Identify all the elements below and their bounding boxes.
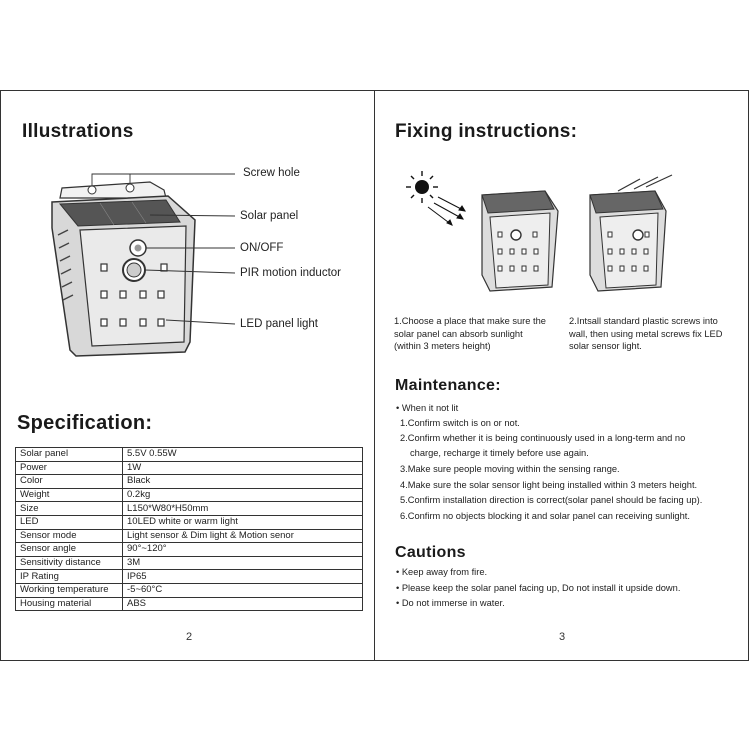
spec-key: IP Rating [16, 570, 123, 584]
illustrations-title: Illustrations [22, 121, 134, 142]
step2-text [569, 315, 744, 353]
fixing-title: Fixing instructions: [395, 121, 578, 142]
callout-led-panel: LED panel light [240, 318, 318, 330]
spec-row [16, 556, 363, 570]
maintenance-intro: • When it not lit [396, 403, 459, 413]
maintenance-item: 2.Confirm whether it is being continuously used in a long-term and no [400, 433, 686, 443]
spec-row [16, 488, 363, 502]
spec-key: Power [16, 461, 123, 475]
caution-item: • Please keep the solar panel facing up, Do not install it upside down. [396, 583, 681, 593]
cautions-title: Cautions [395, 544, 466, 561]
maintenance-item: 3.Make sure people moving within the sensing range. [400, 464, 620, 474]
spec-key: Solar panel [16, 448, 123, 462]
text-line: wall, then using metal screws fix LED [569, 328, 723, 339]
product-illustration [40, 160, 370, 370]
caution-item: • Do not immerse in water. [396, 598, 505, 608]
spec-row [16, 543, 363, 557]
spec-row [16, 583, 363, 597]
spec-key: Sensor angle [16, 543, 123, 557]
maintenance-item: 4.Make sure the solar sensor light being installed within 3 meters height. [400, 480, 698, 490]
maintenance-item: 6.Confirm no objects blocking it and solar panel can receiving sunlight. [400, 511, 690, 521]
page-number-left: 2 [186, 631, 193, 643]
maintenance-title: Maintenance: [395, 377, 501, 394]
spec-key: Color [16, 475, 123, 489]
specification-title: Specification: [17, 412, 153, 434]
step1-text [394, 315, 564, 353]
spec-value: 90°~120° [123, 543, 363, 557]
text-line: solar panel can absorb sunlight [394, 328, 523, 339]
spec-value: ABS [123, 597, 363, 611]
spec-value: L150*W80*H50mm [123, 502, 363, 516]
text-line: 2.Intsall standard plastic screws into [569, 316, 718, 326]
callout-solar-panel: Solar panel [240, 210, 299, 222]
spec-key: Size [16, 502, 123, 516]
callout-screw-hole: Screw hole [243, 167, 300, 179]
spec-value: Black [123, 475, 363, 489]
page-divider [374, 90, 375, 661]
spec-value: 10LED white or warm light [123, 515, 363, 529]
spec-row [16, 515, 363, 529]
spec-table [15, 447, 363, 611]
callout-pir: PIR motion inductor [240, 267, 341, 279]
spec-key: Sensor mode [16, 529, 123, 543]
caution-item: • Keep away from fire. [396, 567, 488, 577]
text-line: (within 3 meters height) [394, 341, 491, 351]
spec-key: Weight [16, 488, 123, 502]
maintenance-item: 5.Confirm installation direction is correct(solar panel should be facing up). [400, 495, 703, 505]
spec-row [16, 529, 363, 543]
spec-row [16, 475, 363, 489]
spec-row [16, 570, 363, 584]
page-number-right: 3 [559, 631, 566, 643]
spec-value: 5.5V 0.55W [123, 448, 363, 462]
spec-row [16, 448, 363, 462]
spec-row [16, 461, 363, 475]
text-line: solar sensor light. [569, 341, 642, 351]
maintenance-item: 1.Confirm switch is on or not. [400, 418, 520, 428]
spec-key: Sensitivity distance [16, 556, 123, 570]
fixing-illustration [390, 165, 740, 310]
spec-row [16, 502, 363, 516]
spec-value: 1W [123, 461, 363, 475]
spec-value: 3M [123, 556, 363, 570]
spec-value: Light sensor & Dim light & Motion senor [123, 529, 363, 543]
spec-key: Working temperature [16, 583, 123, 597]
spec-value: -5~60°C [123, 583, 363, 597]
spec-row [16, 597, 363, 611]
text-line: 1.Choose a place that make sure the [394, 316, 546, 326]
callout-on-off: ON/OFF [240, 242, 284, 254]
spec-key: LED [16, 515, 123, 529]
spec-value: IP65 [123, 570, 363, 584]
spec-key: Housing material [16, 597, 123, 611]
spec-value: 0.2kg [123, 488, 363, 502]
maintenance-item: charge, recharge it timely before use again. [410, 448, 589, 458]
